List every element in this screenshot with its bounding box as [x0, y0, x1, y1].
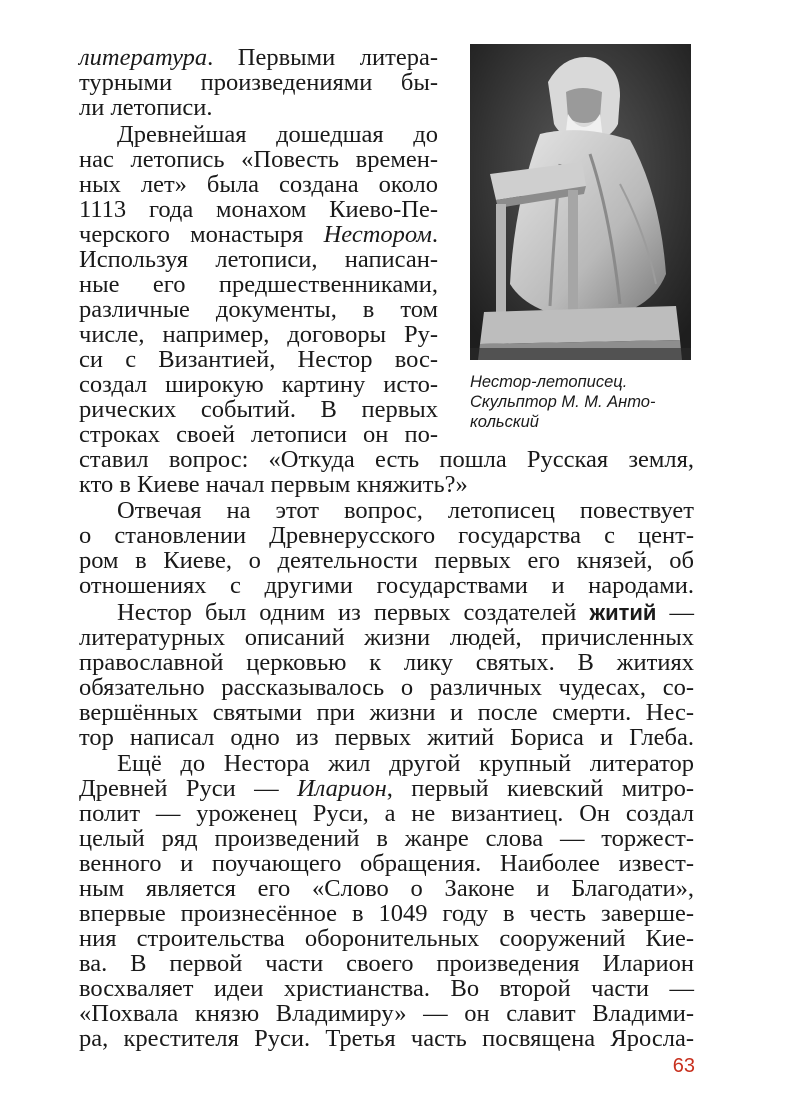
text-line: различные документы, в том: [79, 296, 438, 323]
text-line: рических событий. В первых: [79, 396, 438, 423]
text-line: литература. Первыми литера-: [79, 44, 438, 71]
text-line: создал широкую картину исто-: [79, 371, 438, 398]
text-line: обязательно рассказывалось о различных чудесах, со-: [79, 674, 694, 701]
text-line: ром в Киеве, о деятельности первых его князей, об: [79, 547, 694, 574]
text-line: восхваляет идеи христианства. Во второй части —: [79, 975, 694, 1002]
text-line: православной церковью к лику святых. В житиях: [79, 649, 694, 676]
sculpture-image: [470, 44, 691, 360]
text-line: строках своей летописи он по-: [79, 421, 438, 448]
text-line: ным является его «Слово о Законе и Благодати»,: [79, 875, 694, 902]
text-line: ные его предшественниками,: [79, 271, 438, 298]
text-line: Нестор был одним из первых создателей житий —: [117, 599, 694, 626]
text-line: нас летопись «Повесть времен-: [79, 146, 438, 173]
text-line: кто в Киеве начал первым княжить?»: [79, 471, 468, 498]
figure-caption: Нестор-летописец.: [470, 373, 628, 391]
page-number: 63: [672, 1055, 695, 1077]
text-line: «Похвала князю Владимиру» — он славит Владими-: [79, 1000, 694, 1027]
text-line: Ещё до Нестора жил другой крупный литератор: [117, 750, 694, 777]
text-line: отношениях с другими государствами и народами.: [79, 572, 694, 599]
text-line: венного и поучающего обращения. Наиболее извест-: [79, 850, 694, 877]
text-line: ра, крестителя Руси. Третья часть посвящена Яросла-: [79, 1025, 694, 1052]
text-line: си с Византией, Нестор вос-: [79, 346, 438, 373]
text-line: о становлении Древнерусского государства с цент-: [79, 522, 694, 549]
text-line: ставил вопрос: «Откуда есть пошла Русская земля,: [79, 446, 694, 473]
text-line: литературных описаний жизни людей, причисленных: [79, 624, 694, 651]
text-line: 1113 года монахом Киево-Пе-: [79, 196, 438, 223]
text-line: турными произведениями бы-: [79, 69, 438, 96]
text-line: целый ряд произведений в жанре слова — торжест-: [79, 825, 694, 852]
text-line: ва. В первой части своего произведения Иларион: [79, 950, 694, 977]
figure-caption: кольский: [470, 413, 539, 431]
text-line: ли летописи.: [79, 94, 213, 121]
text-line: Используя летописи, написан-: [79, 246, 438, 273]
text-line: вершённых святыми при жизни и после смерти. Нес-: [79, 699, 694, 726]
figure-caption: Скульптор М. М. Анто-: [470, 393, 656, 411]
text-line: черского монастыря Нестором.: [79, 221, 438, 248]
text-line: ных лет» была создана около: [79, 171, 438, 198]
sculpture-photo: [470, 44, 691, 360]
text-line: Отвечая на этот вопрос, летописец повествует: [117, 497, 694, 524]
text-line: Древней Руси — Иларион, первый киевский митро-: [79, 775, 694, 802]
text-line: полит — уроженец Руси, а не византиец. Он создал: [79, 800, 694, 827]
text-line: Древнейшая дошедшая до: [117, 121, 438, 148]
text-line: тор написал одно из первых житий Бориса и Глеба.: [79, 724, 694, 751]
text-line: числе, например, договоры Ру-: [79, 321, 438, 348]
text-line: впервые произнесённое в 1049 году в честь заверше-: [79, 900, 694, 927]
text-line: ния строительства оборонительных сооружений Кие-: [79, 925, 694, 952]
